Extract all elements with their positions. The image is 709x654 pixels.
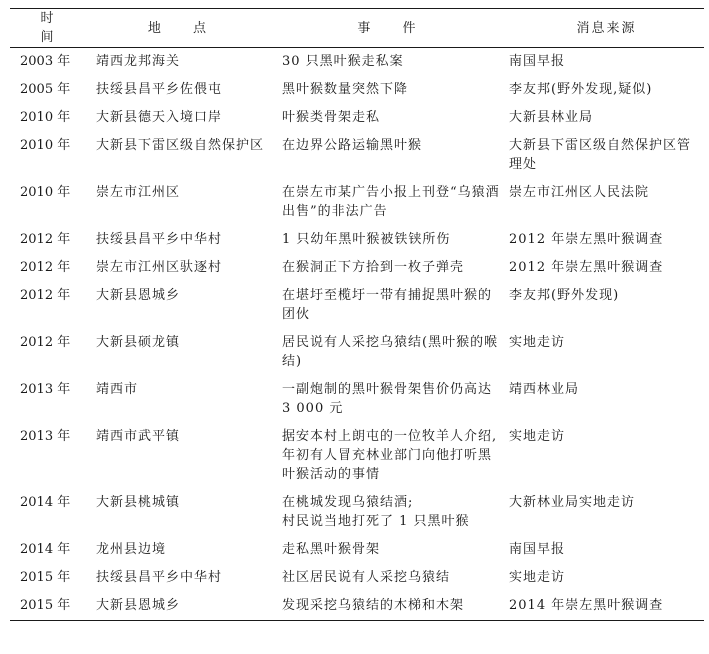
cell-time: [10, 282, 90, 329]
cell-source-text: 实地走访: [509, 570, 566, 585]
table-row: [10, 226, 704, 254]
cell-event: [278, 282, 509, 329]
cell-source-text: 2014 年崇左黑叶猴调查: [509, 598, 664, 613]
cell-place: [90, 423, 278, 489]
cell-time: [10, 564, 90, 592]
cell-place-text: 靖西市武平镇: [96, 429, 181, 444]
cell-place-text: 龙州县边境: [96, 542, 167, 557]
cell-time: [10, 104, 90, 132]
cell-time: [10, 76, 90, 104]
cell-event-text: 叶猴类骨架走私: [282, 110, 381, 125]
cell-event: [278, 104, 509, 132]
cell-time-text: 2003 年: [20, 54, 71, 69]
cell-place: [90, 489, 278, 536]
cell-place-text: 大新县下雷区级自然保护区: [96, 138, 265, 153]
cell-place: [90, 254, 278, 282]
cell-source: [509, 104, 704, 132]
cell-place: [90, 592, 278, 621]
cell-source: [509, 48, 704, 77]
cell-source: [509, 376, 704, 423]
cell-place: [90, 104, 278, 132]
cell-event-text: 黑叶猴数量突然下降: [282, 82, 409, 97]
table-row: [10, 104, 704, 132]
cell-event: [278, 376, 509, 423]
cell-place: [90, 179, 278, 226]
cell-source: [509, 179, 704, 226]
cell-source: [509, 592, 704, 621]
cell-source-text: 2012 年崇左黑叶猴调查: [509, 232, 664, 247]
cell-event-text: 在堪圩至榄圩一带有捕捉黑叶猴的团伙: [282, 288, 493, 322]
table-row: [10, 132, 704, 179]
cell-event: [278, 423, 509, 489]
cell-place: [90, 329, 278, 376]
table-row: [10, 76, 704, 104]
header-time: 时 间: [10, 9, 90, 48]
table-row: [10, 489, 704, 536]
cell-place: [90, 376, 278, 423]
cell-time: [10, 179, 90, 226]
cell-time-text: 2012 年: [20, 260, 71, 275]
cell-event-text: 在桃城发现乌猿结酒; 村民说当地打死了 1 只黑叶猴: [282, 495, 470, 529]
cell-time-text: 2010 年: [20, 110, 71, 125]
cell-source: [509, 282, 704, 329]
cell-source: [509, 536, 704, 564]
cell-time: [10, 132, 90, 179]
incident-table: [10, 8, 704, 621]
cell-source-text: 实地走访: [509, 429, 566, 444]
cell-event: [278, 226, 509, 254]
header-event: 事 件: [278, 9, 509, 48]
cell-place-text: 大新县桃城镇: [96, 495, 181, 510]
cell-place: [90, 282, 278, 329]
cell-place: [90, 536, 278, 564]
cell-event-text: 在猴洞正下方拾到一枚子弹壳: [282, 260, 465, 275]
cell-event-text: 一副炮制的黑叶猴骨架售价仍高达 3 000 元: [282, 382, 493, 416]
cell-place-text: 靖西市: [96, 382, 139, 397]
table-body: [10, 48, 704, 621]
cell-source-text: 2012 年崇左黑叶猴调查: [509, 260, 664, 275]
cell-time-text: 2012 年: [20, 335, 71, 350]
table-row: [10, 376, 704, 423]
table-row: [10, 282, 704, 329]
cell-source: [509, 76, 704, 104]
cell-time: [10, 48, 90, 77]
cell-place-text: 扶绥县昌平乡佐偎屯: [96, 82, 223, 97]
cell-time-text: 2010 年: [20, 138, 71, 153]
cell-event-text: 1 只幼年黑叶猴被铁铗所伤: [282, 232, 451, 247]
cell-source-text: 李友邦(野外发现): [509, 288, 620, 303]
cell-place-text: 崇左市江州区驮逐村: [96, 260, 223, 275]
cell-event: [278, 592, 509, 621]
cell-event: [278, 179, 509, 226]
cell-source-text: 靖西林业局: [509, 382, 580, 397]
cell-time-text: 2012 年: [20, 288, 71, 303]
cell-event: [278, 536, 509, 564]
cell-place-text: 大新县恩城乡: [96, 598, 181, 613]
cell-time: [10, 423, 90, 489]
cell-time-text: 2014 年: [20, 542, 71, 557]
cell-source-text: 崇左市江州区人民法院: [509, 185, 650, 200]
cell-time: [10, 376, 90, 423]
cell-time-text: 2013 年: [20, 382, 71, 397]
cell-source: [509, 423, 704, 489]
cell-event-text: 发现采挖乌猿结的木梯和木架: [282, 598, 465, 613]
cell-event: [278, 329, 509, 376]
table-row: [10, 564, 704, 592]
cell-event-text: 社区居民说有人采挖乌猿结: [282, 570, 451, 585]
table-header: [10, 9, 704, 48]
cell-time-text: 2010 年: [20, 185, 71, 200]
cell-event: [278, 48, 509, 77]
cell-time-text: 2015 年: [20, 598, 71, 613]
table-row: [10, 254, 704, 282]
cell-time: [10, 536, 90, 564]
cell-source-text: 大新县下雷区级自然保护区管理处: [509, 138, 692, 172]
table-row: [10, 179, 704, 226]
cell-place-text: 大新县硕龙镇: [96, 335, 181, 350]
cell-place-text: 大新县德天入境口岸: [96, 110, 223, 125]
header-source: 消息来源: [509, 9, 704, 48]
cell-time: [10, 226, 90, 254]
cell-time-text: 2014 年: [20, 495, 71, 510]
cell-place: [90, 226, 278, 254]
cell-time-text: 2005 年: [20, 82, 71, 97]
cell-source: [509, 564, 704, 592]
table-row: [10, 536, 704, 564]
cell-place: [90, 48, 278, 77]
cell-event-text: 30 只黑叶猴走私案: [282, 54, 404, 69]
cell-place-text: 扶绥县昌平乡中华村: [96, 232, 223, 247]
cell-place-text: 崇左市江州区: [96, 185, 181, 200]
cell-source-text: 南国早报: [509, 542, 566, 557]
cell-source: [509, 226, 704, 254]
cell-time-text: 2015 年: [20, 570, 71, 585]
cell-event-text: 据安本村上朗屯的一位牧羊人介绍,年初有人冒充林业部门向他打听黑叶猴活动的事情: [282, 429, 498, 482]
table-row: [10, 48, 704, 77]
cell-place-text: 扶绥县昌平乡中华村: [96, 570, 223, 585]
cell-time: [10, 592, 90, 621]
cell-event: [278, 254, 509, 282]
cell-event: [278, 132, 509, 179]
cell-event-text: 走私黑叶猴骨架: [282, 542, 381, 557]
cell-place-text: 靖西龙邦海关: [96, 54, 181, 69]
header-row: [10, 9, 704, 48]
cell-time-text: 2013 年: [20, 429, 71, 444]
cell-place: [90, 564, 278, 592]
cell-source-text: 实地走访: [509, 335, 566, 350]
cell-time: [10, 254, 90, 282]
cell-place-text: 大新县恩城乡: [96, 288, 181, 303]
table-row: [10, 329, 704, 376]
cell-source-text: 大新林业局实地走访: [509, 495, 636, 510]
cell-event-text: 居民说有人采挖乌猿结(黑叶猴的喉结): [282, 335, 499, 369]
table-row: [10, 423, 704, 489]
cell-source: [509, 489, 704, 536]
cell-event: [278, 564, 509, 592]
cell-source-text: 李友邦(野外发现,疑似): [509, 82, 653, 97]
cell-time: [10, 329, 90, 376]
cell-place: [90, 76, 278, 104]
cell-source-text: 南国早报: [509, 54, 566, 69]
cell-event-text: 在崇左市某广告小报上刊登“乌猿酒出售”的非法广告: [282, 185, 500, 219]
table-row: [10, 592, 704, 621]
cell-event: [278, 489, 509, 536]
cell-source-text: 大新县林业局: [509, 110, 594, 125]
cell-source: [509, 329, 704, 376]
header-place: 地 点: [90, 9, 278, 48]
cell-time: [10, 489, 90, 536]
cell-time-text: 2012 年: [20, 232, 71, 247]
cell-event: [278, 76, 509, 104]
cell-source: [509, 254, 704, 282]
cell-event-text: 在边界公路运输黑叶猴: [282, 138, 423, 153]
cell-source: [509, 132, 704, 179]
cell-place: [90, 132, 278, 179]
